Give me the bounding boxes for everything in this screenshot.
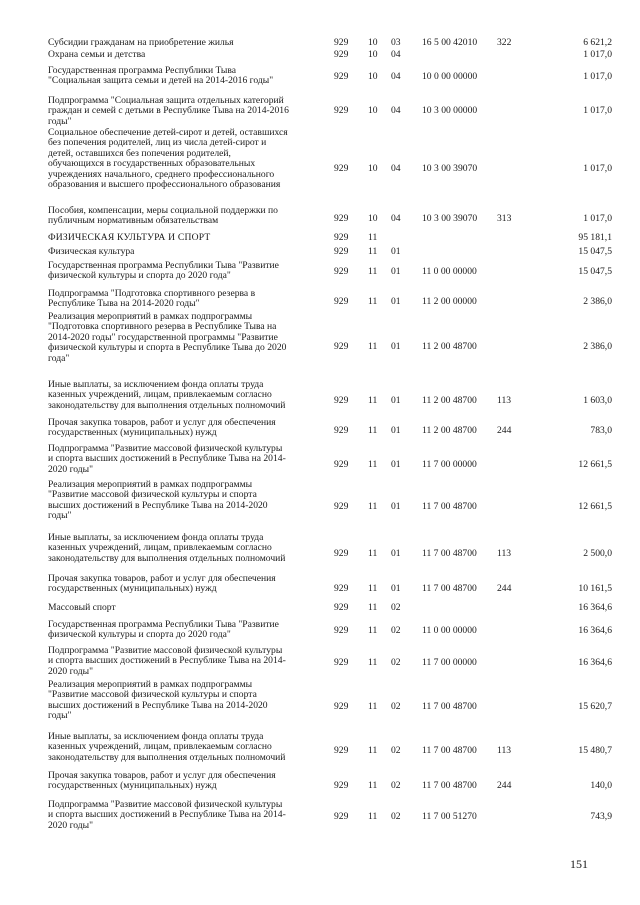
row-description [48, 50, 310, 60]
description-line: Физическая культура [48, 246, 135, 257]
section-code: 11 [368, 296, 378, 307]
row-description [48, 247, 310, 257]
section-code: 10 [368, 163, 378, 174]
ministry-code: 929 [334, 583, 349, 594]
description-line: и спорта высших достижений в Республике Тыва на 2014- [48, 655, 286, 667]
subsection-code: 04 [391, 213, 401, 224]
description-line: Иные выплаты, за исключением фонда оплаты труда [48, 379, 264, 390]
target-article-code: 11 7 00 48700 [422, 780, 477, 791]
amount: 2 386,0 [583, 296, 612, 307]
ministry-code: 929 [334, 745, 349, 756]
ministry-code: 929 [334, 811, 349, 822]
ministry-code: 929 [334, 425, 349, 436]
description-line: детей, оставшихся без попечения родителей, [48, 147, 231, 159]
description-line: казенных учреждений, лицам, привлекаемым согласно [48, 741, 272, 753]
description-line: "Подготовка спортивного резерва в Республике Тыва на [48, 321, 277, 333]
row-description [48, 680, 310, 722]
description-line: Государственная программа Республики Тыва "Развитие [48, 260, 279, 271]
section-code: 11 [368, 459, 378, 470]
ministry-code: 929 [334, 266, 349, 277]
section-code: 11 [368, 246, 378, 257]
description-line: Иные выплаты, за исключением фонда оплаты труда [48, 532, 264, 543]
subsection-code: 02 [391, 780, 401, 791]
amount: 6 621,2 [583, 37, 612, 48]
amount: 1 017,0 [583, 213, 612, 224]
section-code: 11 [368, 657, 378, 668]
expense-type-code: 244 [497, 780, 512, 791]
amount: 12 661,5 [578, 459, 612, 470]
row-description [48, 38, 310, 48]
description-line: Подпрограмма "Развитие массовой физической культуры [48, 645, 283, 656]
row-description [48, 289, 310, 310]
target-article-code: 10 3 00 00000 [422, 105, 478, 116]
description-line: Субсидии гражданам на приобретение жилья [48, 37, 234, 48]
ministry-code: 929 [334, 37, 349, 48]
amount: 2 500,0 [583, 548, 612, 559]
target-article-code: 11 7 00 48700 [422, 501, 477, 512]
subsection-code: 01 [391, 296, 401, 307]
row-description [48, 574, 310, 595]
section-code: 11 [368, 625, 378, 636]
section-code: 11 [368, 341, 378, 352]
expense-type-code: 322 [497, 37, 512, 48]
section-code: 10 [368, 37, 378, 48]
description-line: Социальное обеспечение детей-сирот и детей, оставшихся [48, 127, 288, 138]
description-line: государственных (муниципальных) нужд [48, 583, 217, 595]
section-code: 11 [368, 425, 378, 436]
expense-type-code: 313 [497, 213, 512, 224]
subsection-code: 01 [391, 459, 401, 470]
ministry-code: 929 [334, 49, 349, 60]
amount: 1 017,0 [583, 71, 612, 82]
description-line: годы" [48, 115, 72, 127]
ministry-code: 929 [334, 341, 349, 352]
row-description [48, 771, 310, 792]
expense-type-code: 244 [497, 583, 512, 594]
description-line: 2014-2020 годы" государственной программы "Развитие [48, 331, 278, 343]
row-description [48, 444, 310, 475]
amount: 2 386,0 [583, 341, 612, 352]
amount: 16 364,6 [578, 625, 612, 636]
description-line: 2020 годы" [48, 463, 94, 475]
row-description [48, 233, 310, 243]
description-line: законодательству для выполнения отдельных полномочий [48, 751, 286, 763]
description-line: Подпрограмма "Развитие массовой физической культуры [48, 443, 283, 454]
target-article-code: 11 0 00 00000 [422, 266, 477, 277]
expense-type-code: 244 [497, 425, 512, 436]
section-code: 11 [368, 602, 378, 613]
target-article-code: 11 7 00 48700 [422, 548, 477, 559]
target-article-code: 11 2 00 48700 [422, 395, 477, 406]
subsection-code: 02 [391, 745, 401, 756]
row-description [48, 380, 310, 411]
subsection-code: 01 [391, 395, 401, 406]
section-code: 10 [368, 49, 378, 60]
amount: 1 017,0 [583, 105, 612, 116]
subsection-code: 04 [391, 163, 401, 174]
amount: 783,0 [590, 425, 612, 436]
amount: 743,9 [590, 811, 612, 822]
subsection-code: 02 [391, 657, 401, 668]
description-line: Подпрограмма "Подготовка спортивного резерва в [48, 288, 256, 299]
section-code: 11 [368, 811, 378, 822]
subsection-code: 01 [391, 341, 401, 352]
row-description [48, 603, 310, 613]
target-article-code: 16 5 00 42010 [422, 37, 478, 48]
ministry-code: 929 [334, 657, 349, 668]
row-description [48, 620, 310, 641]
row-description [48, 646, 310, 677]
description-line: Прочая закупка товаров, работ и услуг для обеспечения [48, 770, 276, 781]
ministry-code: 929 [334, 602, 349, 613]
amount: 140,0 [590, 780, 612, 791]
expense-type-code: 113 [497, 395, 512, 406]
description-line: Реализация мероприятий в рамках подпрограммы [48, 311, 253, 322]
description-line: "Развитие массовой физической культуры и спорта [48, 689, 257, 701]
row-description [48, 418, 310, 439]
amount: 15 480,7 [578, 745, 612, 756]
subsection-code: 01 [391, 266, 401, 277]
subsection-code: 02 [391, 811, 401, 822]
ministry-code: 929 [334, 459, 349, 470]
target-article-code: 11 2 00 00000 [422, 296, 477, 307]
page-number: 151 [570, 857, 588, 871]
amount: 16 364,6 [578, 602, 612, 613]
section-code: 11 [368, 583, 378, 594]
section-code: 10 [368, 105, 378, 116]
ministry-code: 929 [334, 625, 349, 636]
ministry-code: 929 [334, 105, 349, 116]
row-description [48, 128, 310, 190]
section-code: 11 [368, 232, 378, 243]
description-line: и спорта высших достижений в Республике Тыва на 2014- [48, 453, 286, 465]
target-article-code: 10 3 00 39070 [422, 213, 478, 224]
target-article-code: 11 7 00 00000 [422, 459, 477, 470]
description-line: учреждениях начального, среднего профессионального [48, 168, 275, 180]
description-line: "Социальная защита семьи и детей на 2014-2016 годы" [48, 75, 274, 87]
target-article-code: 11 7 00 48700 [422, 745, 477, 756]
ministry-code: 929 [334, 501, 349, 512]
description-line: ФИЗИЧЕСКАЯ КУЛЬТУРА И СПОРТ [48, 232, 211, 243]
section-code: 11 [368, 548, 378, 559]
description-line: Охрана семьи и детства [48, 49, 146, 60]
description-line: Республике Тыва на 2014-2020 годы" [48, 298, 200, 310]
description-line: без попечения родителей, лиц из числа детей-сирот и [48, 137, 267, 149]
description-line: годы" [48, 710, 72, 722]
description-line: Государственная программа Республики Тыва [48, 65, 236, 76]
description-line: образования и высшего профессионального образования [48, 179, 281, 191]
target-article-code: 11 2 00 48700 [422, 341, 477, 352]
subsection-code: 01 [391, 548, 401, 559]
row-description [48, 66, 310, 87]
amount: 1 017,0 [583, 163, 612, 174]
ministry-code: 929 [334, 780, 349, 791]
section-code: 10 [368, 71, 378, 82]
section-code: 11 [368, 780, 378, 791]
amount: 95 181,1 [578, 232, 612, 243]
description-line: граждан и семей с детьми в Республике Тыва на 2014-2016 [48, 105, 289, 117]
expense-type-code: 113 [497, 745, 512, 756]
ministry-code: 929 [334, 232, 349, 243]
description-line: физической культуры и спорта до 2020 года" [48, 270, 231, 282]
description-line: года" [48, 352, 70, 364]
description-line: Реализация мероприятий в рамках подпрограммы [48, 479, 253, 490]
description-line: законодательству для выполнения отдельных полномочий [48, 399, 286, 411]
target-article-code: 11 7 00 48700 [422, 583, 477, 594]
amount: 12 661,5 [578, 501, 612, 512]
subsection-code: 01 [391, 246, 401, 257]
target-article-code: 11 7 00 51270 [422, 811, 477, 822]
subsection-code: 04 [391, 49, 401, 60]
description-line: Подпрограмма "Развитие массовой физической культуры [48, 799, 283, 810]
description-line: публичным нормативным обязательствам [48, 215, 219, 227]
description-line: законодательству для выполнения отдельных полномочий [48, 552, 286, 564]
description-line: Прочая закупка товаров, работ и услуг для обеспечения [48, 573, 276, 584]
description-line: 2020 годы" [48, 819, 94, 831]
description-line: высших достижений в Республике Тыва на 2014-2020 [48, 699, 268, 711]
ministry-code: 929 [334, 548, 349, 559]
row-description [48, 800, 310, 831]
target-article-code: 11 2 00 48700 [422, 425, 477, 436]
subsection-code: 01 [391, 583, 401, 594]
description-line: физической культуры и спорта до 2020 года" [48, 629, 231, 641]
description-line: Массовый спорт [48, 602, 116, 613]
description-line: и спорта высших достижений в Республике Тыва на 2014- [48, 809, 286, 821]
row-description [48, 480, 310, 522]
subsection-code: 01 [391, 501, 401, 512]
subsection-code: 02 [391, 625, 401, 636]
row-description [48, 206, 310, 227]
ministry-code: 929 [334, 296, 349, 307]
amount: 15 047,5 [578, 266, 612, 277]
section-code: 11 [368, 745, 378, 756]
section-code: 11 [368, 266, 378, 277]
ministry-code: 929 [334, 701, 349, 712]
subsection-code: 04 [391, 71, 401, 82]
description-line: государственных (муниципальных) нужд [48, 427, 217, 439]
description-line: годы" [48, 510, 72, 522]
subsection-code: 01 [391, 425, 401, 436]
target-article-code: 11 0 00 00000 [422, 625, 477, 636]
amount: 10 161,5 [578, 583, 612, 594]
description-line: "Развитие массовой физической культуры и спорта [48, 489, 257, 501]
description-line: физической культуры и спорта в Республике Тыва до 2020 [48, 342, 287, 354]
description-line: Реализация мероприятий в рамках подпрограммы [48, 679, 253, 690]
target-article-code: 11 7 00 48700 [422, 701, 477, 712]
description-line: государственных (муниципальных) нужд [48, 780, 217, 792]
description-line: казенных учреждений, лицам, привлекаемым согласно [48, 542, 272, 554]
description-line: Подпрограмма "Социальная защита отдельных категорий [48, 95, 284, 106]
target-article-code: 11 7 00 00000 [422, 657, 477, 668]
description-line: 2020 годы" [48, 665, 94, 677]
description-line: Пособия, компенсации, меры социальной поддержки по [48, 205, 278, 216]
row-description [48, 261, 310, 282]
ministry-code: 929 [334, 213, 349, 224]
row-description [48, 312, 310, 364]
subsection-code: 03 [391, 37, 401, 48]
ministry-code: 929 [334, 163, 349, 174]
target-article-code: 10 3 00 39070 [422, 163, 478, 174]
target-article-code: 10 0 00 00000 [422, 71, 478, 82]
amount: 15 047,5 [578, 246, 612, 257]
ministry-code: 929 [334, 395, 349, 406]
subsection-code: 04 [391, 105, 401, 116]
description-line: Иные выплаты, за исключением фонда оплаты труда [48, 731, 264, 742]
description-line: обучающихся в государственных образовательных [48, 158, 256, 170]
section-code: 11 [368, 701, 378, 712]
description-line: Государственная программа Республики Тыва "Развитие [48, 619, 279, 630]
amount: 1 017,0 [583, 49, 612, 60]
ministry-code: 929 [334, 71, 349, 82]
row-description [48, 533, 310, 564]
ministry-code: 929 [334, 246, 349, 257]
row-description [48, 96, 310, 127]
subsection-code: 02 [391, 701, 401, 712]
description-line: высших достижений в Республике Тыва на 2014-2020 [48, 499, 268, 511]
section-code: 11 [368, 501, 378, 512]
row-description [48, 732, 310, 763]
description-line: казенных учреждений, лицам, привлекаемым согласно [48, 389, 272, 401]
amount: 1 603,0 [583, 395, 612, 406]
section-code: 10 [368, 213, 378, 224]
section-code: 11 [368, 395, 378, 406]
subsection-code: 02 [391, 602, 401, 613]
description-line: Прочая закупка товаров, работ и услуг для обеспечения [48, 417, 276, 428]
expense-type-code: 113 [497, 548, 512, 559]
amount: 15 620,7 [578, 701, 612, 712]
amount: 16 364,6 [578, 657, 612, 668]
